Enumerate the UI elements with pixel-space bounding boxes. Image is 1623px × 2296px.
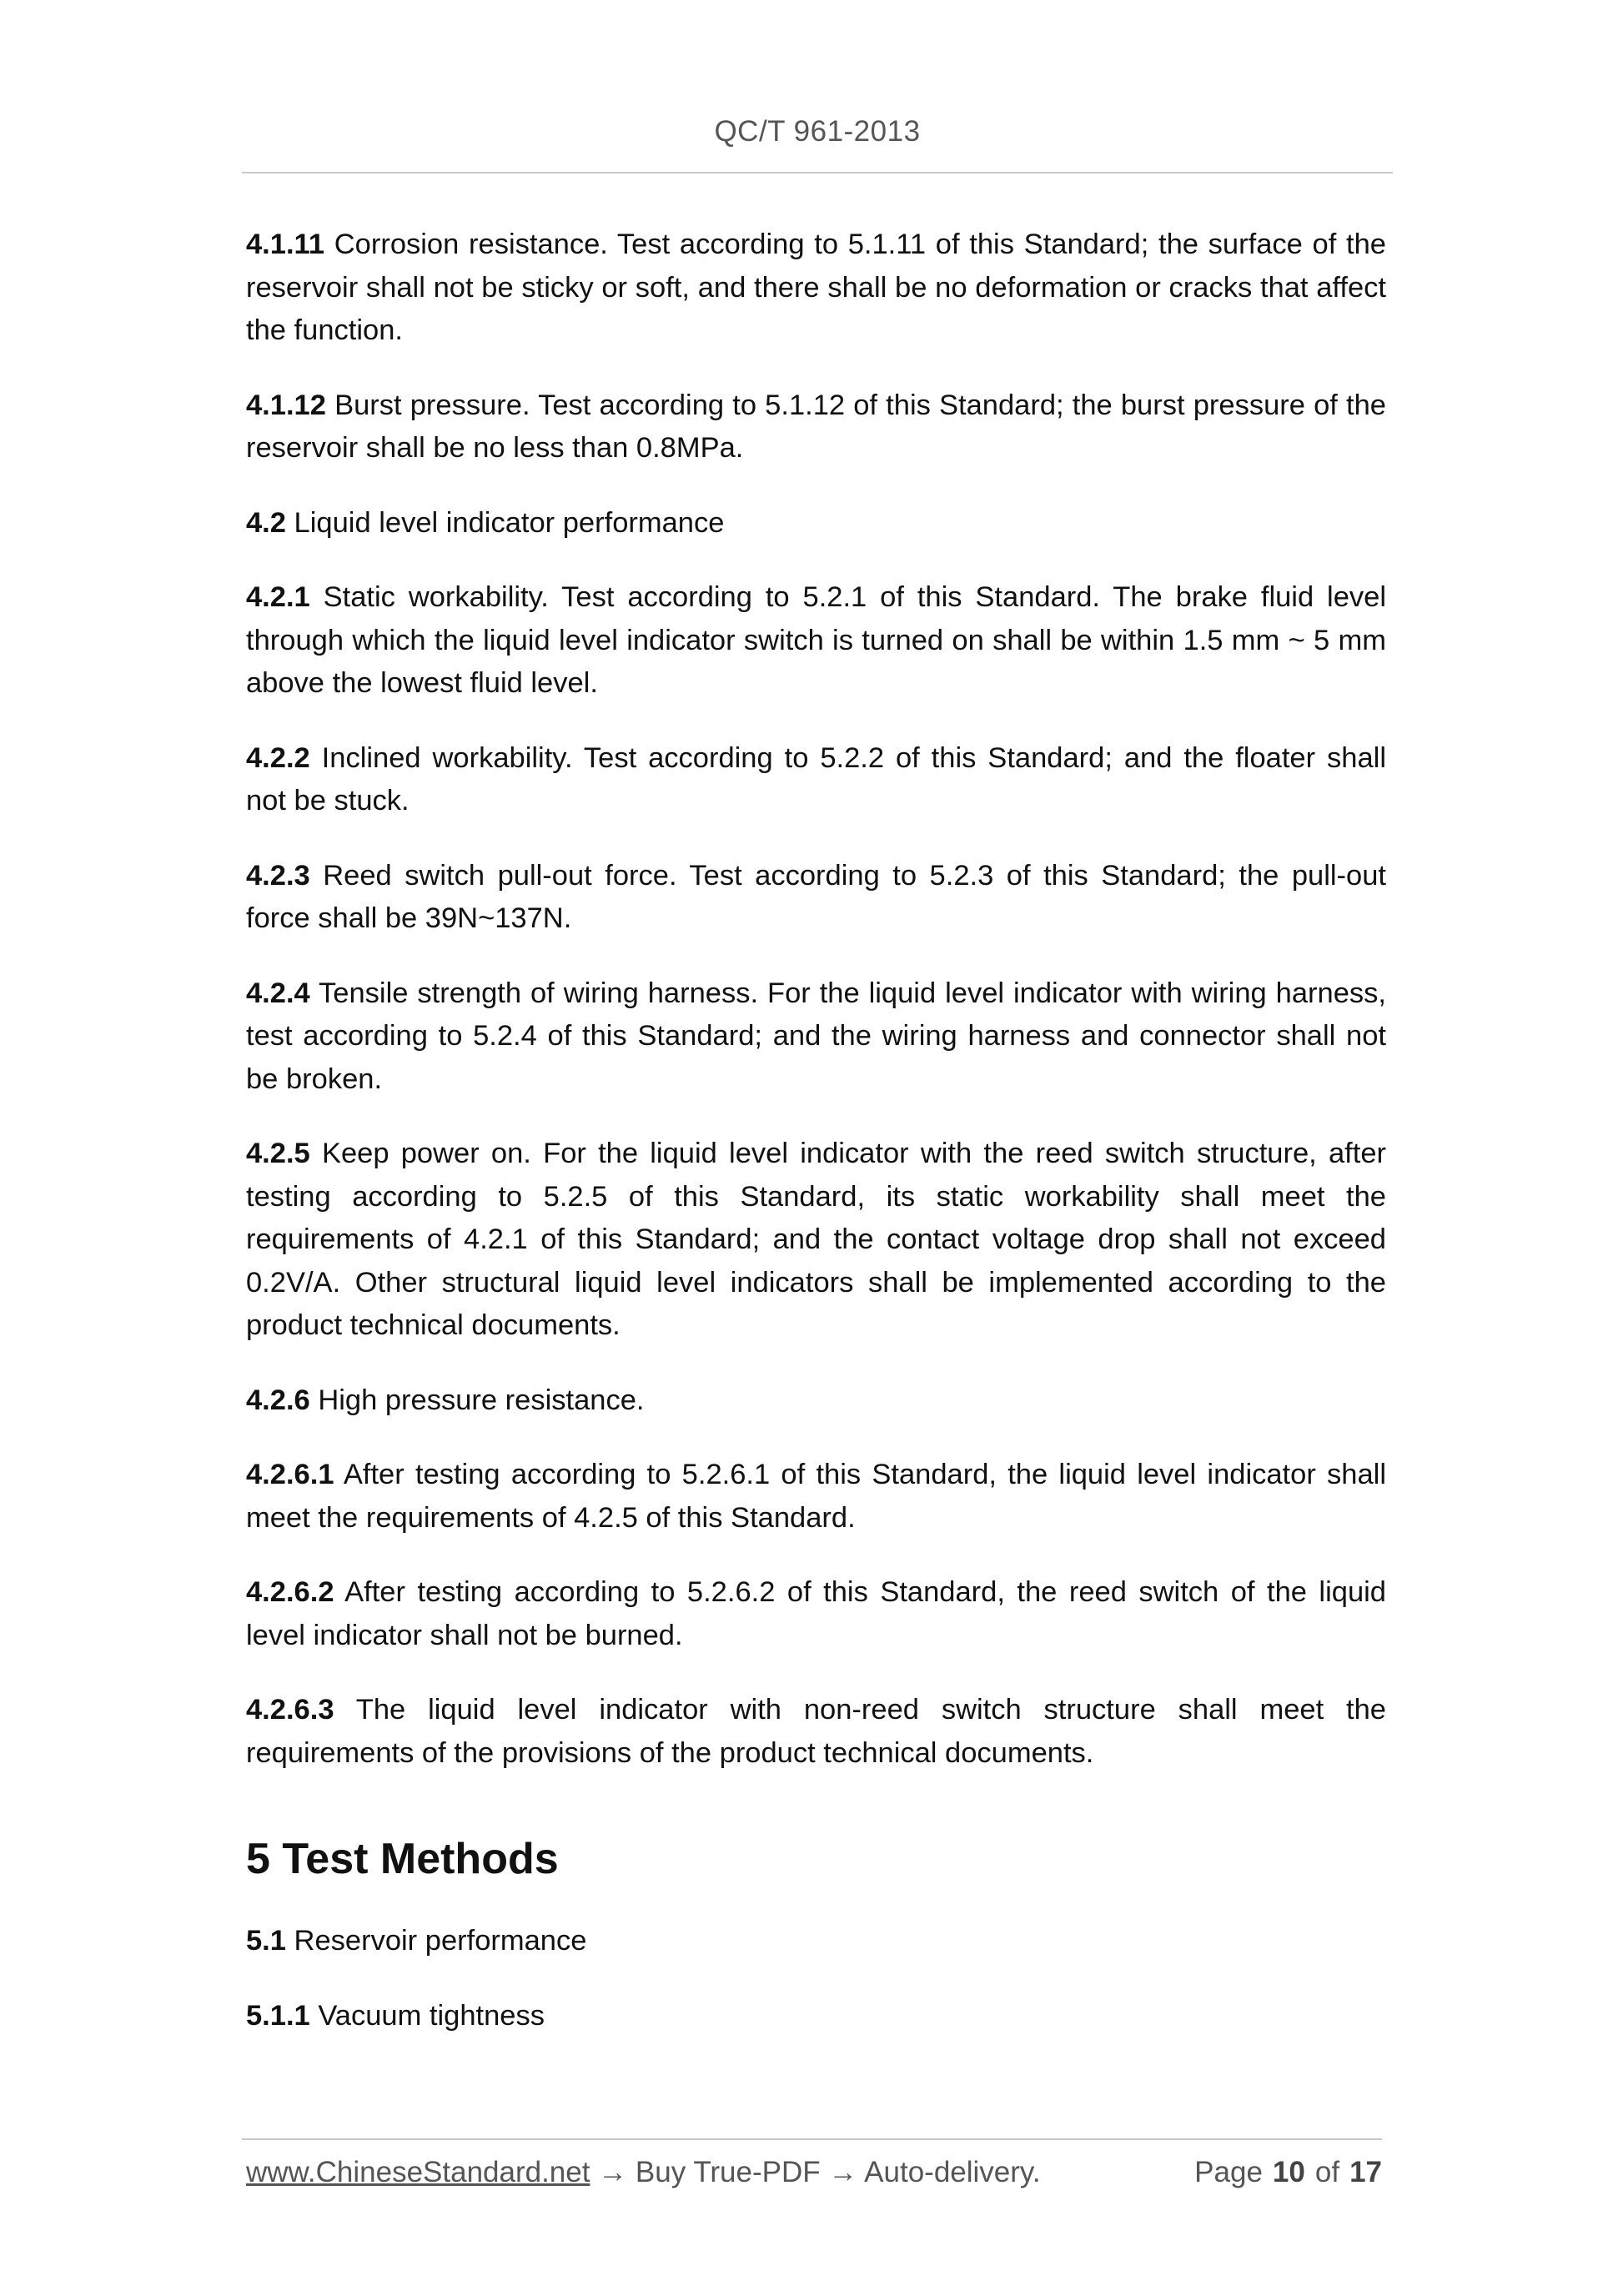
of-label: of [1314,2156,1340,2188]
footer-tagline: → Buy True-PDF → Auto-delivery. [590,2156,1041,2188]
clause-number: 4.2.5 [246,1138,310,1169]
clause-number: 4.2.4 [246,977,310,1009]
clause-text: The liquid level indicator with non-reed switch structure shall meet the requirements of the provisions of the product technical documents. [246,1694,1386,1769]
website-link[interactable]: www.ChineseStandard.net [246,2156,590,2188]
clause-number: 4.2.1 [246,581,310,613]
clause-5-1-1 [246,1995,1386,2038]
clause-number: 5.1.1 [246,1999,310,2032]
clause-number: 4.1.11 [246,229,325,260]
clause-4-1-12 [246,384,1386,470]
clause-4-2-6-2 [246,1571,1386,1657]
footer-divider [242,2138,1382,2140]
clause-4-2-6-3 [246,1689,1386,1775]
clause-number: 5.1 [246,1925,286,1957]
clause-number: 4.1.12 [246,389,326,421]
clause-text: Reservoir performance [285,1925,587,1957]
page-header-title: QC/T 961-2013 [714,115,921,148]
clause-text: Keep power on. For the liquid level indicator with the reed switch structure, after testing according to 5.2.5 of this Standard, its static workability shall meet the requirements of 4.2.1 of this Standard; and the contact voltage drop shall not exceed 0.2V/A. Other structural liquid level indicators shall be implemented according to the product technical documents. [246,1138,1386,1341]
clause-text: Corrosion resistance. Test according to 5.1.11 of this Standard; the surface of the reservoir shall not be sticky or soft, and there shall be no deformation or cracks that affect the function. [246,229,1386,346]
clause-number: 4.2.2 [246,741,310,774]
clause-text: Liquid level indicator performance [285,506,725,539]
clause-text: Vacuum tightness [309,1999,545,2032]
clause-number: 4.2.6 [246,1384,310,1416]
section-heading: 5 Test Methods [246,1835,559,1883]
clause-text: Inclined workability. Test according to 5.2.2 of this Standard; and the floater shall not be stuck. [246,741,1386,816]
clause-number: 4.2.6.1 [246,1459,334,1490]
clause-4-2-2 [246,737,1386,823]
page-indicator [1194,2156,1382,2189]
page-footer [246,2156,1382,2189]
clause-text: Burst pressure. Test according to 5.1.12 of this Standard; the burst pressure of the reservoir shall be no less than 0.8MPa. [246,389,1386,464]
clause-4-2-3 [246,855,1386,941]
clause-4-1-11 [246,224,1386,353]
clause-4-2-5 [246,1133,1386,1348]
clause-5-1 [246,1920,1386,1963]
clause-4-2 [246,502,1386,545]
clause-text: Reed switch pull-out force. Test according to 5.2.3 of this Standard; the pull-out force shall be 39N~137N. [246,859,1386,934]
clause-number: 4.2.3 [246,859,310,892]
clause-4-2-6-1 [246,1454,1386,1540]
page-label: Page [1194,2156,1263,2188]
clause-text: After testing according to 5.2.6.1 of this Standard, the liquid level indicator shall meet the requirements of 4.2.5 of this Standard. [246,1459,1386,1534]
document-body [246,224,1386,2069]
page-current: 10 [1272,2156,1305,2188]
clause-4-2-4 [246,972,1386,1102]
clause-text: Tensile strength of wiring harness. For the liquid level indicator with wiring harness, test according to 5.2.4 of this Standard; and the wiring harness and connector shall not be broken. [246,977,1386,1095]
header-divider [242,172,1393,173]
page-total: 17 [1349,2156,1382,2188]
clause-4-2-6 [246,1379,1386,1423]
clause-number: 4.2 [246,506,286,539]
clause-text: High pressure resistance. [309,1384,645,1416]
clause-text: Static workability. Test according to 5.2.1 of this Standard. The brake fluid level through which the liquid level indicator switch is turned on shall be within 1.5 mm ~ 5 mm above the lowest fluid level. [246,581,1386,699]
clause-number: 4.2.6.2 [246,1576,334,1608]
clause-4-2-1 [246,576,1386,706]
footer-left [246,2156,1041,2189]
clause-number: 4.2.6.3 [246,1694,334,1726]
clause-text: After testing according to 5.2.6.2 of this Standard, the reed switch of the liquid level indicator shall not be burned. [246,1576,1386,1651]
